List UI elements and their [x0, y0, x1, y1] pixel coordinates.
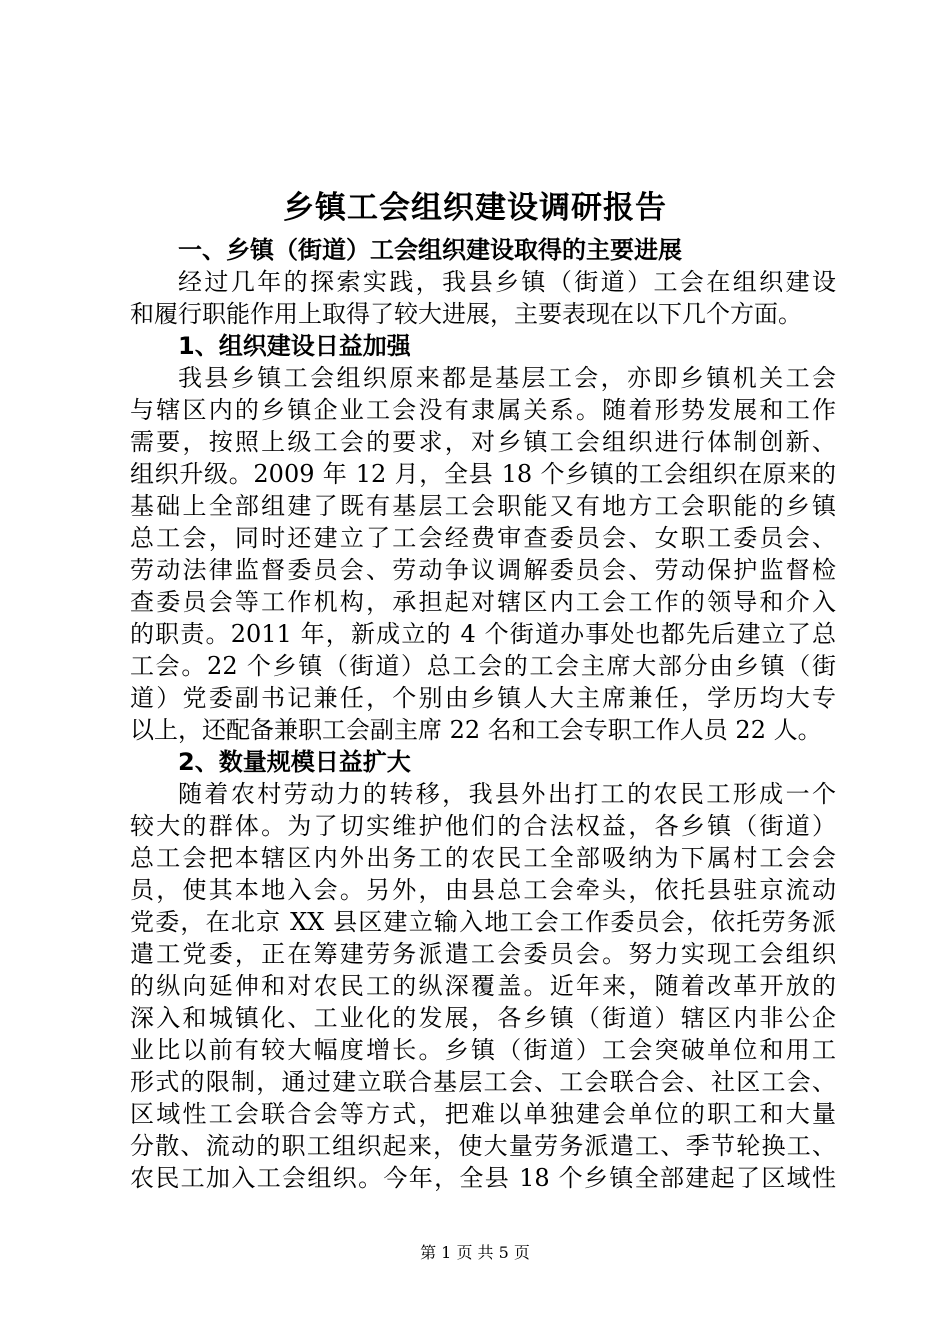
- paragraph-line: 总工会，同时还建立了工会经费审查委员会、女职工委员会、: [130, 524, 836, 552]
- paragraph-line: 需要，按照上级工会的要求，对乡镇工会组织进行体制创新、: [130, 428, 836, 456]
- paragraph-line: 总工会把本辖区内外出务工的农民工全部吸纳为下属村工会会: [130, 844, 836, 872]
- paragraph-line: 较大的群体。为了切实维护他们的合法权益，各乡镇（街道）: [130, 812, 836, 840]
- paragraph-line: 道）党委副书记兼任，个别由乡镇人大主席兼任，学历均大专: [130, 684, 836, 712]
- paragraph-line: 党委，在北京 XX 县区建立输入地工会工作委员会，依托劳务派: [130, 908, 836, 936]
- paragraph-line: 经过几年的探索实践，我县乡镇（街道）工会在组织建设: [178, 268, 836, 296]
- paragraph-line: 形式的限制，通过建立联合基层工会、工会联合会、社区工会、: [130, 1068, 836, 1096]
- paragraph-line: 员，使其本地入会。另外，由县总工会牵头，依托县驻京流动: [130, 876, 836, 904]
- page-number: 第 1 页 共 5 页: [420, 1243, 530, 1262]
- paragraph-line: 查委员会等工作机构，承担起对辖区内工会工作的领导和介入: [130, 588, 836, 616]
- paragraph-line: 随着农村劳动力的转移，我县外出打工的农民工形成一个: [178, 780, 836, 808]
- paragraph-line: 以上，还配备兼职工会副主席 22 名和工会专职工作人员 22 人。: [130, 716, 822, 744]
- paragraph-line: 的职责。2011 年，新成立的 4 个街道办事处也都先后建立了总: [130, 620, 836, 648]
- paragraph-line: 组织升级。2009 年 12 月，全县 18 个乡镇的工会组织在原来的: [130, 460, 836, 488]
- paragraph-line: 区域性工会联合会等方式，把难以单独建会单位的职工和大量: [130, 1100, 836, 1128]
- document-body: [130, 234, 836, 1194]
- paragraph-line: 基础上全部组建了既有基层工会职能又有地方工会职能的乡镇: [130, 492, 836, 520]
- paragraph-line: 和履行职能作用上取得了较大进展，主要表现在以下几个方面。: [130, 300, 802, 328]
- section-heading: 一、乡镇（街道）工会组织建设取得的主要进展: [178, 236, 682, 264]
- paragraph-line: 农民工加入工会组织。今年，全县 18 个乡镇全部建起了区域性: [130, 1164, 836, 1192]
- paragraph-line: 工会。22 个乡镇（街道）总工会的工会主席大部分由乡镇（街: [130, 652, 836, 680]
- paragraph-line: 业比以前有较大幅度增长。乡镇（街道）工会突破单位和用工: [130, 1036, 836, 1064]
- paragraph-line: 与辖区内的乡镇企业工会没有隶属关系。随着形势发展和工作: [130, 396, 836, 424]
- paragraph-line: 遣工党委，正在筹建劳务派遣工会委员会。努力实现工会组织: [130, 940, 836, 968]
- section-heading: 2、数量规模日益扩大: [178, 748, 411, 776]
- page-title: 乡镇工会组织建设调研报告: [283, 190, 667, 226]
- paragraph-line: 的纵向延伸和对农民工的纵深覆盖。近年来，随着改革开放的: [130, 972, 836, 1000]
- paragraph-line: 我县乡镇工会组织原来都是基层工会，亦即乡镇机关工会: [178, 364, 836, 392]
- section-heading: 1、组织建设日益加强: [178, 332, 411, 360]
- paragraph-line: 劳动法律监督委员会、劳动争议调解委员会、劳动保护监督检: [130, 556, 836, 584]
- paragraph-line: 分散、流动的职工组织起来，使大量劳务派遣工、季节轮换工、: [130, 1132, 836, 1160]
- paragraph-line: 深入和城镇化、工业化的发展，各乡镇（街道）辖区内非公企: [130, 1004, 836, 1032]
